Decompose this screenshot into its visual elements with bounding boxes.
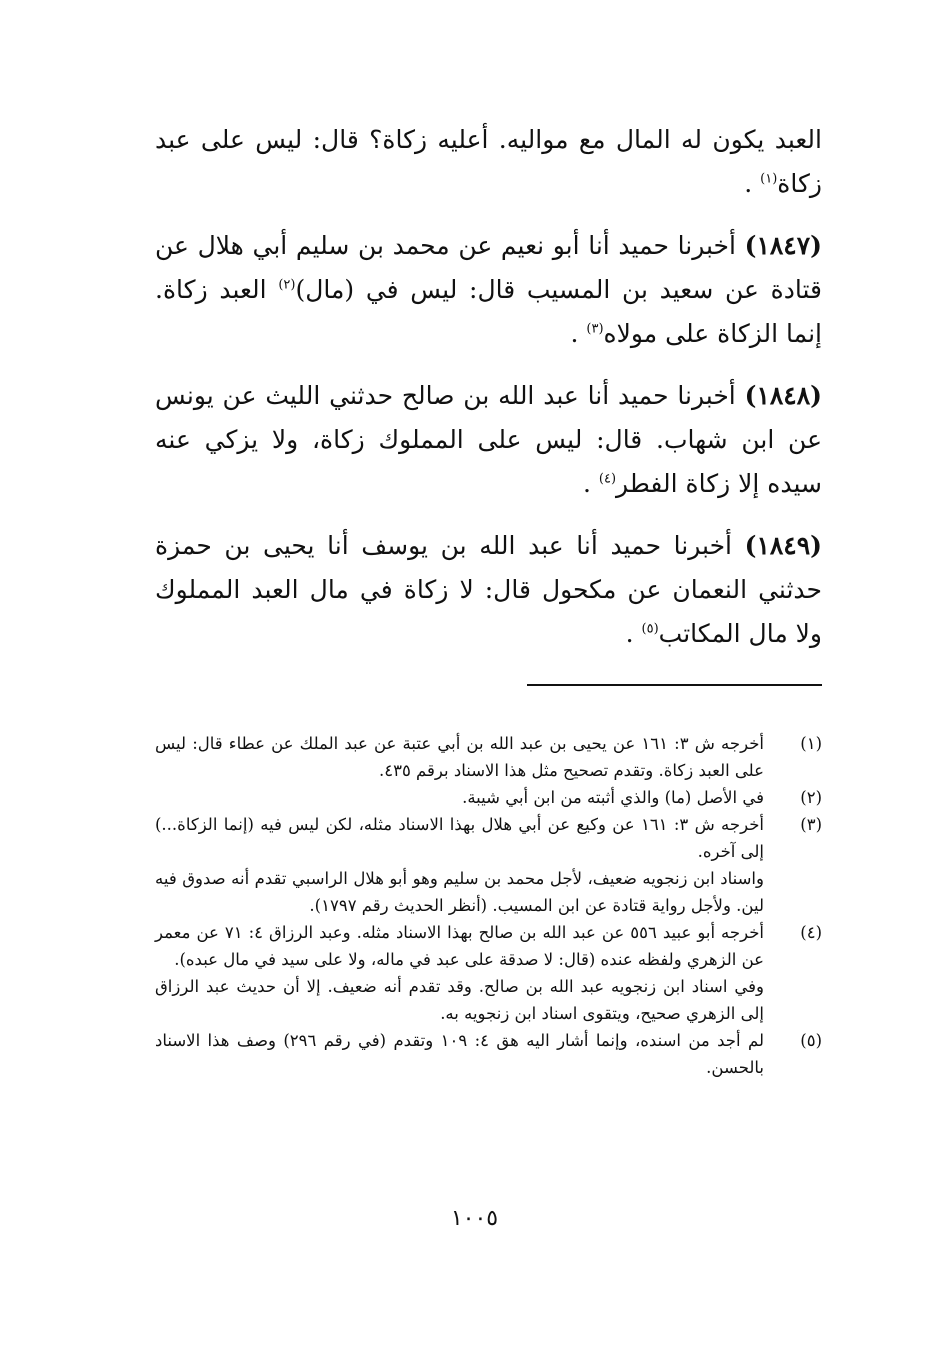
hadith-number: (١٨٤٩) xyxy=(744,531,822,560)
hadith-1847: (١٨٤٧) أخبرنا حميد أنا أبو نعيم عن محمد بن سليم أبي هلال عن قتادة عن سعيد بن المسيب قال: ليس في (مال)$^{(٢)}$ العبد زكاة. إنما الزكاة على مولاه$^{(٣)}$ . xyxy=(155,231,822,348)
footnote-number: (٤) xyxy=(800,923,822,942)
footnote-ref[interactable]: (٢) xyxy=(278,277,296,293)
footnote-ref[interactable]: (١) xyxy=(760,171,778,187)
footnote-text: لم أجد من اسنده، وإنما أشار اليه هق ٤: ١٠٩ وتقدم (في رقم ٢٩٦) وصف هذا الاسناد بالحسن. xyxy=(155,1031,764,1077)
footnote-number: (٣) xyxy=(800,815,822,834)
footnote-ref[interactable]: (٤) xyxy=(598,471,617,487)
hadith-1848: (١٨٤٨) أخبرنا حميد أنا عبد الله بن صالح حدثني الليث عن يونس عن ابن شهاب. قال: ليس على المملوك زكاة، ولا يزكي عنه سيده إلا زكاة الفطر$^{(٤)}$ . xyxy=(155,381,822,498)
footnote-1 xyxy=(155,730,822,784)
footnote-5 xyxy=(155,1027,822,1081)
footnote-ref[interactable]: (٣) xyxy=(586,321,604,337)
footnote-text: في الأصل (ما) والذي أثبته من ابن أبي شيبة. xyxy=(462,788,764,807)
footnote-4 xyxy=(155,919,822,1027)
footnote-ref[interactable]: (٥) xyxy=(641,621,659,637)
main-text xyxy=(155,118,822,674)
footnote-number: (٥) xyxy=(800,1031,822,1050)
hadith-1849: (١٨٤٩) أخبرنا حميد أنا عبد الله بن يوسف أنا يحيى بن حمزة حدثني النعمان عن مكحول قال: لا زكاة في مال العبد المملوك ولا مال المكاتب$^{(٥)}$ . xyxy=(155,531,822,648)
footnotes xyxy=(155,730,822,1081)
footnote-text: واسناد ابن زنجويه ضعيف، لأجل محمد بن سليم وهو أبو هلال الراسبي تقدم أنه صدوق فيه لين. ولأجل رواية قتادة عن ابن المسيب. (أنظر الحديث رقم ١٧٩٧). xyxy=(155,869,764,915)
footnote-number: (١) xyxy=(800,734,822,753)
footnote-text: وفي اسناد ابن زنجويه عبد الله بن صالح. وقد تقدم أنه ضعيف. إلا أن حديث عبد الرزاق إلى الزهري صحيح، ويتقوى اسناد ابن زنجويه به. xyxy=(155,977,764,1023)
footnote-text: أخرجه ش ٣: ١٦١ عن وكيع عن أبي هلال بهذا الاسناد مثله، لكن ليس فيه (إنما الزكاة...) إلى آخره. xyxy=(155,815,764,861)
footnote-divider xyxy=(527,684,822,686)
footnote-number: (٢) xyxy=(800,788,822,807)
footnote-2 xyxy=(155,784,822,811)
footnote-text: أخرجه ش ٣: ١٦١ عن يحيى بن عبد الله بن أبي عتبة عن عبد الملك عن عطاء قال: ليس على العبد زكاة. وتقدم تصحيح مثل هذا الاسناد برقم ٤٣٥. xyxy=(155,734,764,780)
page-number: ١٠٠٥ xyxy=(450,1206,499,1231)
paragraph-continuation: العبد يكون له المال مع مواليه. أعليه زكاة؟ قال: ليس على عبد زكاة$^{(١)}$ . xyxy=(155,125,822,198)
hadith-number: (١٨٤٧) xyxy=(744,231,822,260)
hadith-number: (١٨٤٨) xyxy=(744,381,822,410)
footnote-3 xyxy=(155,811,822,919)
footnote-text: أخرجه أبو عبيد ٥٥٦ عن عبد الله بن صالح بهذا الاسناد مثله. وعبد الرزاق ٤: ٧١ عن معمر عن الزهري ولفظه عنده (قال: لا صدقة على عبد في ماله، ولا على سيد في مال عبده). xyxy=(155,923,764,969)
